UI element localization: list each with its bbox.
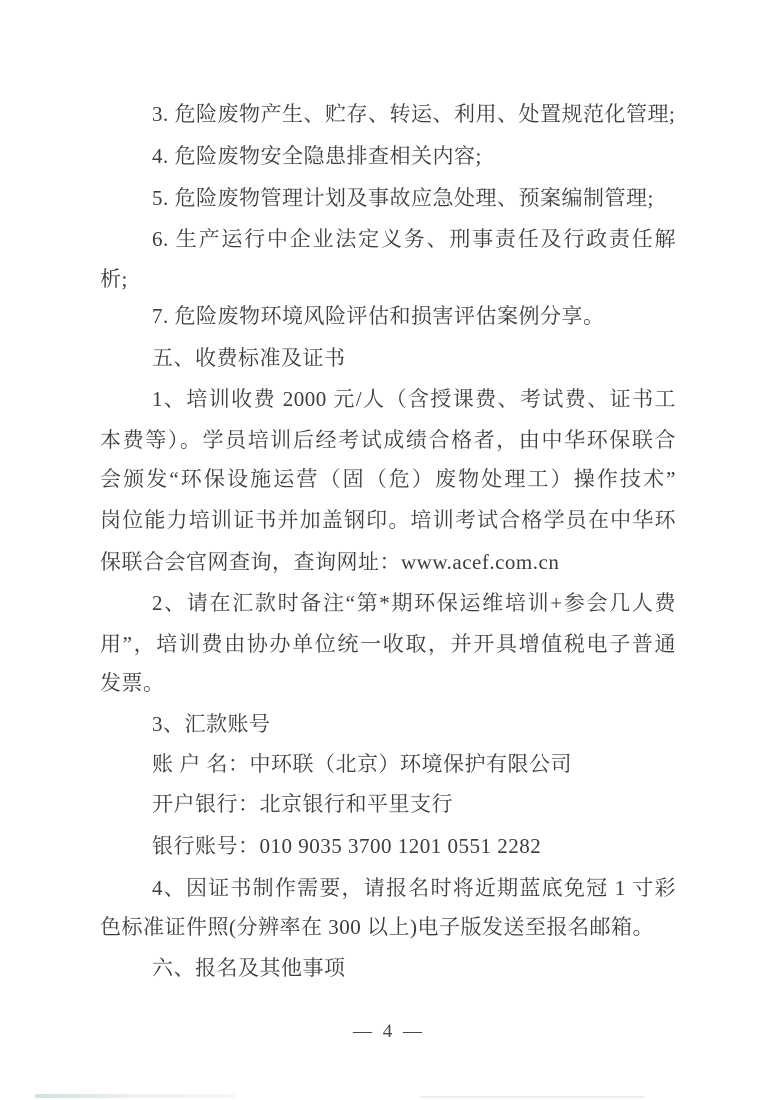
para-fee-line-3: 会颁发“环保设施运营（固（危）废物处理工）操作技术” [100,467,676,491]
bank-account-line: 银行账号：010 9035 3700 1201 0551 2282 [152,834,542,858]
scan-artifact-right [420,1096,645,1098]
para-fee-line-5: 保联合会官网查询，查询网址：www.acef.com.cn [100,550,560,574]
para-photo-line-1: 4、因证书制作需要，请报名时将近期蓝底免冠 1 寸彩 [152,876,676,900]
para-account-heading: 3、汇款账号 [152,712,271,736]
list-item-5: 5. 危险废物管理计划及事故应急处理、预案编制管理; [152,186,654,210]
para-remit-line-2: 用”，培训费由协办单位统一收取，并开具增值税电子普通 [100,632,676,656]
list-item-4: 4. 危险废物安全隐患排查相关内容; [152,144,482,168]
list-item-6-line-1: 6. 生产运行中企业法定义务、刑事责任及行政责任解 [152,227,676,251]
para-remit-line-1: 2、请在汇款时备注“第*期环保运维培训+参会几人费 [152,591,676,615]
list-item-6-line-2: 析; [100,267,128,291]
scan-artifact-left [35,1094,235,1098]
account-name-line: 账 户 名：中环联（北京）环境保护有限公司 [152,752,572,776]
para-remit-line-3: 发票。 [100,671,165,695]
list-item-7: 7. 危险废物环境风险评估和损害评估案例分享。 [152,304,605,328]
page-number: — 4 — [353,1021,425,1042]
para-fee-line-1: 1、培训收费 2000 元/人（含授课费、考试费、证书工 [152,387,676,411]
para-fee-line-4: 岗位能力培训证书并加盖钢印。培训考试合格学员在中华环 [100,508,676,532]
para-fee-line-2: 本费等）。学员培训后经考试成绩合格者，由中华环保联合 [100,428,676,452]
para-photo-line-2: 色标准证件照(分辨率在 300 以上)电子版发送至报名邮箱。 [100,915,654,939]
bank-name-line: 开户银行：北京银行和平里支行 [152,792,453,816]
list-item-3: 3. 危险废物产生、贮存、转运、利用、处置规范化管理; [152,102,676,126]
section-heading-6: 六、报名及其他事项 [152,956,346,980]
section-heading-5: 五、收费标准及证书 [152,346,346,370]
